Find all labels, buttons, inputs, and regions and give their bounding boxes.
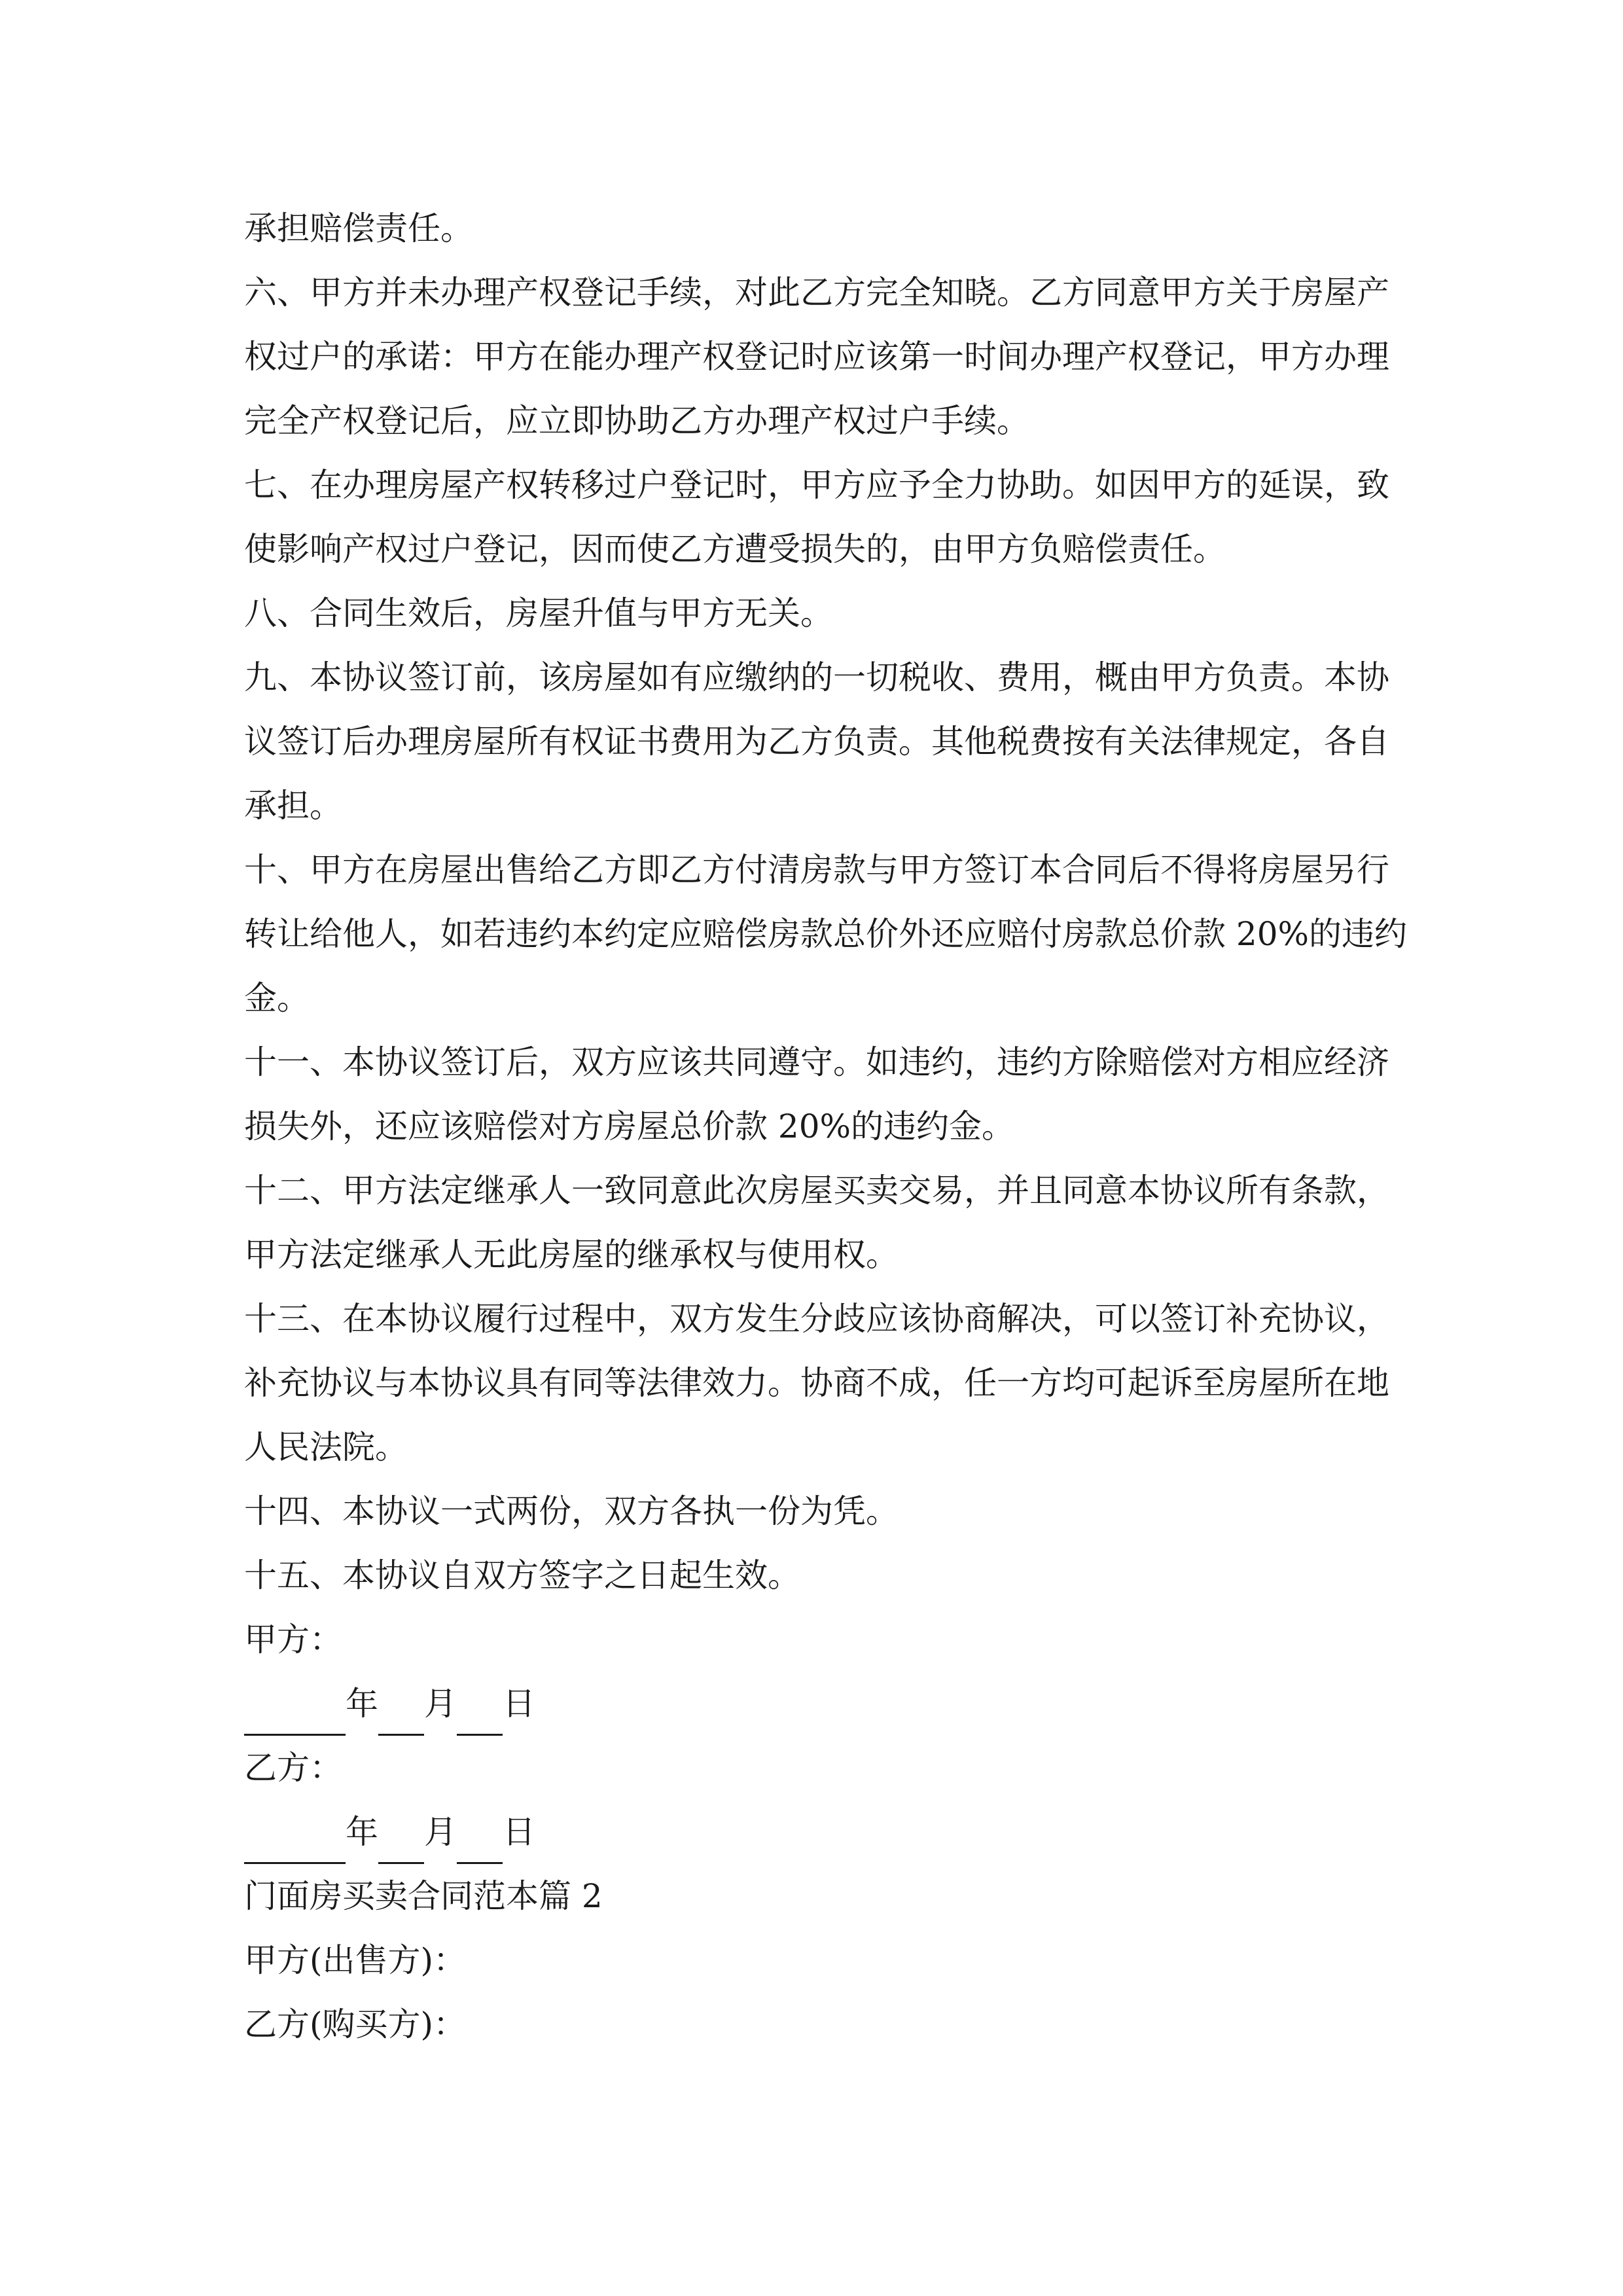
text-line: 议签订后办理房屋所有权证书费用为乙方负责。其他税费按有关法律规定，各自: [244, 723, 1389, 761]
text-line: 损失外，还应该赔偿对方房屋总价款 20%的违约金。: [244, 1107, 1015, 1145]
text-line: 十五、本协议自双方签字之日起生效。: [244, 1556, 800, 1594]
text-line: 十、甲方在房屋出售给乙方即乙方付清房款与甲方签订本合同后不得将房屋另行: [244, 851, 1389, 889]
text-line: 七、在办理房屋产权转移过户登记时，甲方应予全力协助。如因甲方的延误，致: [244, 466, 1389, 504]
section-2-title: 门面房买卖合同范本篇 2: [244, 1877, 603, 1915]
party-a-date-line: [244, 1672, 1383, 1736]
text-line: 人民法院。: [244, 1428, 408, 1466]
party-a-signature-label: 甲方：: [244, 1621, 342, 1659]
text-line: 十三、在本协议履行过程中，双方发生分歧应该协商解决，可以签订补充协议，: [244, 1300, 1389, 1338]
text-line: 九、本协议签订前，该房屋如有应缴纳的一切税收、费用，概由甲方负责。本协: [244, 658, 1389, 696]
text-line: 转让给他人，如若违约本约定应赔偿房款总价外还应赔付房款总价款 20%的违约: [244, 915, 1408, 953]
document-body: [244, 196, 1408, 2056]
text-line: 使影响产权过户登记，因而使乙方遭受损失的，由甲方负赔偿责任。: [244, 530, 1226, 568]
text-line: 补充协议与本协议具有同等法律效力。协商不成，任一方均可起诉至房屋所在地: [244, 1364, 1389, 1402]
month-blank: [378, 1693, 424, 1736]
text-line: 金。: [244, 979, 310, 1017]
month-unit: 月: [424, 1813, 457, 1851]
party-b-date-line: [244, 1800, 1383, 1864]
text-line: 六、甲方并未办理产权登记手续，对此乙方完全知晓。乙方同意甲方关于房屋产: [244, 274, 1389, 312]
year-blank: [244, 1693, 346, 1736]
day-unit: 日: [503, 1813, 535, 1851]
text-line: 承担赔偿责任。: [244, 209, 473, 247]
buyer-label: 乙方(购买方)：: [244, 2005, 467, 2043]
text-line: 十一、本协议签订后，双方应该共同遵守。如违约，违约方除赔偿对方相应经济: [244, 1043, 1389, 1081]
month-unit: 月: [424, 1685, 457, 1723]
text-line: 甲方法定继承人无此房屋的继承权与使用权。: [244, 1236, 899, 1274]
day-blank: [457, 1821, 503, 1864]
text-line: 八、合同生效后，房屋升值与甲方无关。: [244, 594, 833, 632]
year-unit: 年: [346, 1813, 378, 1851]
seller-label: 甲方(出售方)：: [244, 1941, 467, 1979]
year-blank: [244, 1821, 346, 1864]
party-b-signature-label: 乙方：: [244, 1749, 342, 1787]
day-blank: [457, 1693, 503, 1736]
text-line: 十二、甲方法定继承人一致同意此次房屋买卖交易，并且同意本协议所有条款，: [244, 1172, 1389, 1210]
text-line: 承担。: [244, 787, 342, 825]
year-unit: 年: [346, 1685, 378, 1723]
text-line: 完全产权登记后，应立即协助乙方办理产权过户手续。: [244, 402, 1029, 440]
day-unit: 日: [503, 1685, 535, 1723]
text-line: 权过户的承诺：甲方在能办理产权登记时应该第一时间办理产权登记，甲方办理: [244, 338, 1389, 376]
text-line: 十四、本协议一式两份，双方各执一份为凭。: [244, 1492, 899, 1530]
month-blank: [378, 1821, 424, 1864]
